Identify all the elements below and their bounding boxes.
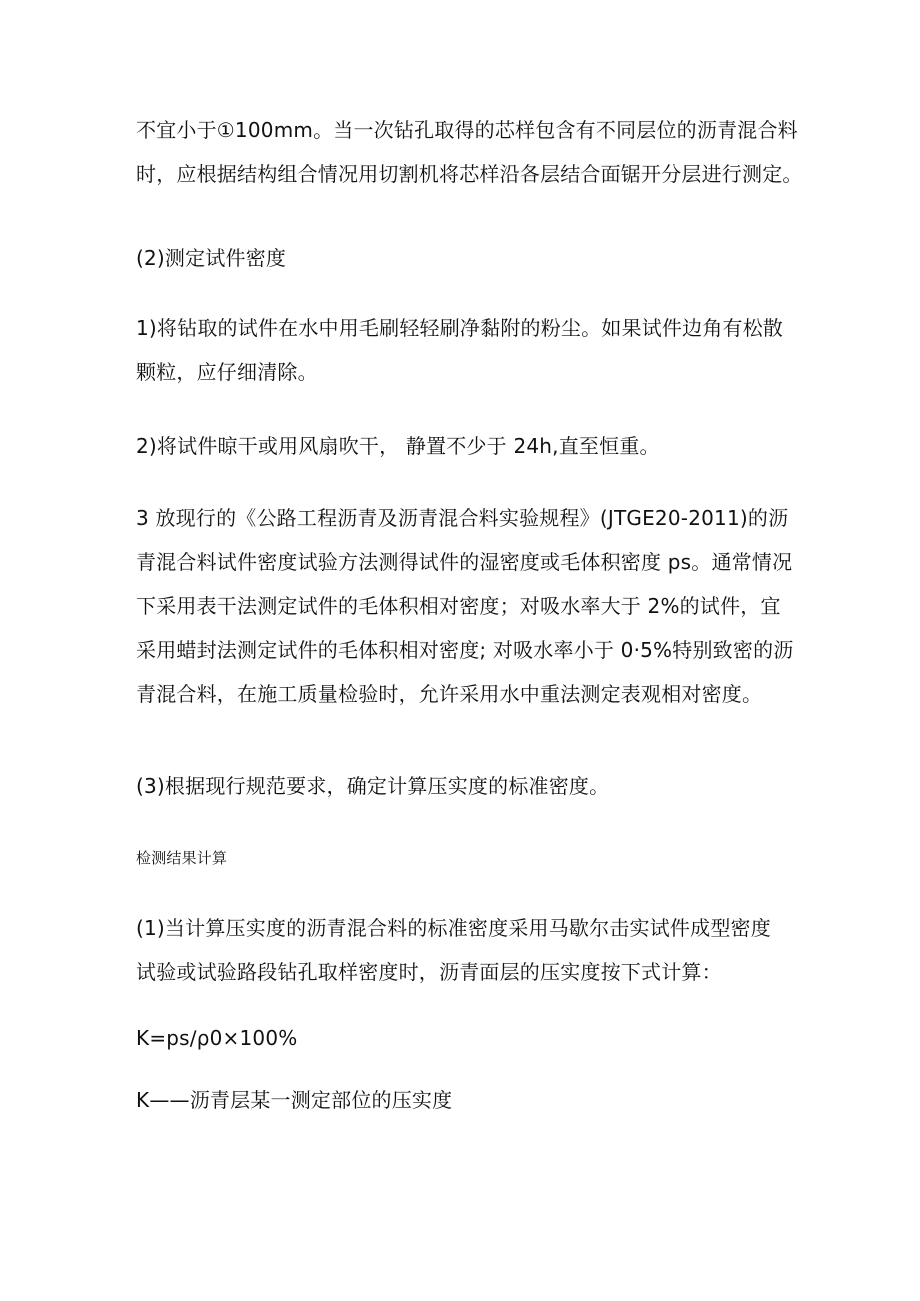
text-line: 3 放现行的《公路工程沥青及沥青混合料实验规程》(JTGE20-2011)的沥 — [136, 506, 789, 530]
heading-result-calculation — [136, 846, 804, 870]
heading-measure-density — [136, 236, 804, 280]
text-line: 青混合料，在施工质量检验时，允许采用水中重法测定表观相对密度。 — [136, 682, 763, 706]
text-line: 颗粒，应仔细清除。 — [136, 360, 318, 384]
formula-compaction — [136, 1016, 804, 1060]
paragraph-step-2 — [136, 424, 804, 468]
paragraph-step-3 — [136, 496, 804, 716]
definition-k — [136, 1078, 804, 1122]
text-line: 2)将试件晾干或用风扇吹干， 静置不少于 24h,直至恒重。 — [136, 434, 660, 458]
text-line: 1)将钻取的试件在水中用毛刷轻轻刷净黏附的粉尘。如果试件边角有松散 — [136, 316, 784, 340]
text-line: 采用蜡封法测定试件的毛体积相对密度; 对吸水率小于 0·5%特别致密的沥 — [136, 638, 794, 662]
paragraph-step-1 — [136, 306, 804, 394]
text-line: K——沥青层某一测定部位的压实度 — [136, 1088, 453, 1112]
text-line: (3)根据现行规范要求，确定计算压实度的标准密度。 — [136, 774, 610, 798]
paragraph-standard-density — [136, 764, 804, 808]
paragraph-compaction-formula-intro — [136, 906, 804, 994]
text-line: 时，应根据结构组合情况用切割机将芯样沿各层结合面锯开分层进行测定。 — [136, 162, 803, 186]
paragraph-core-sample-note — [136, 108, 804, 196]
text-line: (2)测定试件密度 — [136, 246, 287, 270]
text-line: 不宜小于①100mm。当一次钻孔取得的芯样包含有不同层位的沥青混合料 — [136, 118, 798, 142]
text-line: K=ps∕ρ0×100% — [136, 1026, 298, 1050]
text-line: 下采用表干法测定试件的毛体积相对密度；对吸水率大于 2%的试件，宜 — [136, 594, 781, 618]
text-line: 青混合料试件密度试验方法测得试件的湿密度或毛体积密度 ps。通常情况 — [136, 550, 793, 574]
text-line: (1)当计算压实度的沥青混合料的标准密度采用马歇尔击实试件成型密度 — [136, 916, 771, 940]
text-line: 检测结果计算 — [136, 849, 228, 867]
text-line: 试验或试验路段钻孔取样密度时，沥青面层的压实度按下式计算： — [136, 960, 722, 984]
